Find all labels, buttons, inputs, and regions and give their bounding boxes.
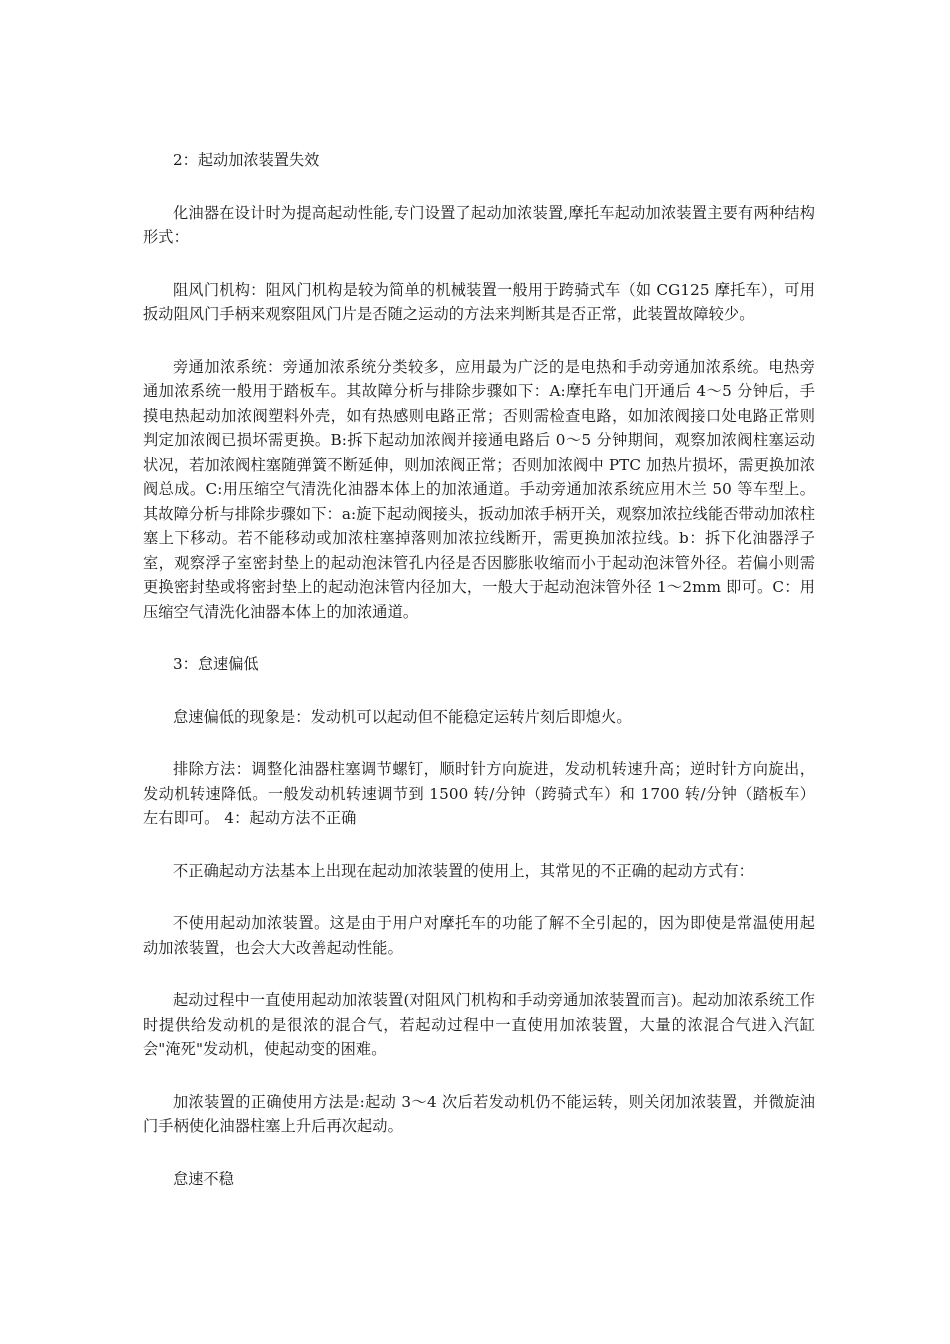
document-body [143, 148, 815, 1219]
paragraph-constant-enrichment: 起动过程中一直使用起动加浓装置(对阻风门机构和手动旁通加浓装置而言)。起动加浓系统工作时提供给发动机的是很浓的混合气，若起动过程中一直使用加浓装置，大量的浓混合气进入汽缸会"淹死"发动机，使起动变的困难。 [143, 991, 815, 1058]
paragraph-enrichment-intro: 化油器在设计时为提高起动性能,专门设置了起动加浓装置,摩托车起动加浓装置主要有两种结构形式： [143, 203, 815, 246]
paragraph-bypass-system: 旁通加浓系统：旁通加浓系统分类较多，应用最为广泛的是电热和手动旁通加浓系统。电热旁通加浓系统一般用于踏板车。其故障分析与排除步骤如下：A:摩托车电门开通后 4～5 分钟后，手摸电热起动加浓阀塑料外壳，如有热感则电路正常；否则需检查电路，如加浓阀接口处电路正常则判定加浓阀已损坏需更换。B:拆下起动加浓阀并接通电路后 0～5 分钟期间，观察加浓阀柱塞运动状况，若加浓阀柱塞随弹簧不断延伸，则加浓阀正常；否则加浓阀中 PTC 加热片损坏，需更换加浓阀总成。C:用压缩空气清洗化油器本体上的加浓通道。手动旁通加浓系统应用木兰 50 等车型上。其故障分析与排除步骤如下：a:旋下起动阀接头，扳动加浓手柄开关，观察加浓拉线能否带动加浓柱塞上下移动。若不能移动或加浓柱塞掉落则加浓拉线断开，需更换加浓拉线。b：拆下化油器浮子室，观察浮子室密封垫上的起动泡沫管孔内径是否因膨胀收缩而小于起动泡沫管外径。若偏小则需更换密封垫或将密封垫上的起动泡沫管内径加大，一般大于起动泡沫管外径 1～2mm 即可。C：用压缩空气清洗化油器本体上的加浓通道。 [143, 357, 815, 621]
section-heading-start-enrichment: 2：起动加浓装置失效 [173, 151, 320, 169]
paragraph-correct-usage: 加浓装置的正确使用方法是:起动 3～4 次后若发动机仍不能运转，则关闭加浓装置，并微旋油门手柄使化油器柱塞上升后再次起动。 [143, 1092, 815, 1135]
paragraph-low-idle-symptom: 怠速偏低的现象是：发动机可以起动但不能稳定运转片刻后即熄火。 [173, 707, 632, 726]
paragraph-choke-mechanism: 阻风门机构：阻风门机构是较为简单的机械装置一般用于跨骑式车（如 CG125 摩托车），可用扳动阻风门手柄来观察阻风门片是否随之运动的方法来判断其是否正常，此装置故障较少。 [143, 280, 815, 323]
section-heading-unstable-idle: 怠速不稳 [173, 1169, 234, 1188]
paragraph-wrong-start-intro: 不正确起动方法基本上出现在起动加浓装置的使用上，其常见的不正确的起动方式有： [173, 861, 754, 880]
paragraph-no-enrichment: 不使用起动加浓装置。这是由于用户对摩托车的功能了解不全引起的，因为即使是常温使用起动加浓装置，也会大大改善起动性能。 [143, 914, 815, 957]
section-heading-low-idle: 3：怠速偏低 [173, 655, 259, 673]
paragraph-low-idle-fix: 排除方法：调整化油器柱塞调节螺钉，顺时针方向旋进，发动机转速升高；逆时针方向旋出，发动机转速降低。一般发动机转速调节到 1500 转/分钟（跨骑式车）和 1700 转/分钟（踏板车）左右即可。 4：起动方法不正确 [143, 760, 815, 827]
